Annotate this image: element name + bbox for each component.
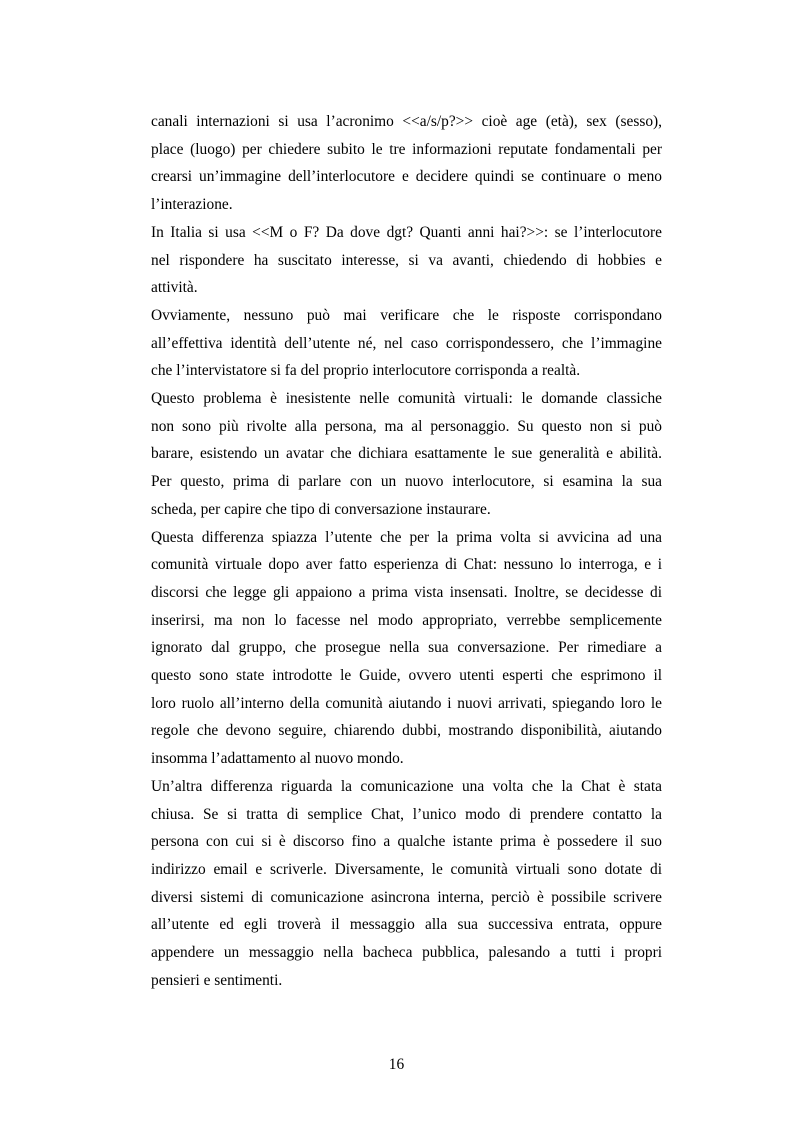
text-line: ignorato dal gruppo, che prosegue nella sua conversazione. Per rimediare a	[151, 639, 662, 657]
text-line: insomma l’adattamento al nuovo mondo.	[151, 750, 404, 768]
document-body	[151, 108, 662, 995]
text-line: nel rispondere ha suscitato interesse, si va avanti, chiedendo di hobbies e	[151, 251, 662, 269]
text-line: inserirsi, ma non lo facesse nel modo appropriato, verrebbe semplicemente	[151, 611, 662, 629]
text-line: appendere un messaggio nella bacheca pubblica, palesando a tutti i propri	[151, 944, 662, 962]
text-line: l’interazione.	[151, 196, 233, 214]
text-line: Un’altra differenza riguarda la comunicazione una volta che la Chat è stata	[151, 777, 662, 795]
text-line: non sono più rivolte alla persona, ma al personaggio. Su questo non si può	[151, 417, 662, 435]
text-line: place (luogo) per chiedere subito le tre informazioni reputate fondamentali per	[151, 140, 662, 158]
page-number: 16	[388, 1056, 405, 1073]
paragraph	[151, 302, 662, 385]
text-line: all’effettiva identità dell’utente né, nel caso corrispondessero, che l’immagine	[151, 334, 662, 352]
text-line: discorsi che legge gli appaiono a prima vista insensati. Inoltre, se decidesse di	[151, 583, 662, 601]
text-line: Questa differenza spiazza l’utente che per la prima volta si avvicina ad una	[151, 528, 662, 546]
paragraph	[151, 219, 662, 302]
text-line: crearsi un’immagine dell’interlocutore e decidere quindi se continuare o meno	[151, 168, 662, 186]
text-line: scheda, per capire che tipo di conversazione instaurare.	[151, 500, 491, 518]
text-line: all’utente ed egli troverà il messaggio alla sua successiva entrata, oppure	[151, 916, 662, 934]
text-line: comunità virtuale dopo aver fatto esperienza di Chat: nessuno lo interroga, e i	[151, 556, 662, 574]
text-line: pensieri e sentimenti.	[151, 971, 283, 989]
text-line: loro ruolo all’interno della comunità aiutando i nuovi arrivati, spiegando loro le	[151, 694, 662, 712]
text-line: In Italia si usa <<M o F? Da dove dgt? Quanti anni hai?>>: se l’interlocutore	[151, 223, 662, 241]
paragraph	[151, 524, 662, 773]
text-line: che l’intervistatore si fa del proprio interlocutore corrisponda a realtà.	[151, 362, 581, 380]
text-line: canali internazioni si usa l’acronimo <<a/s/p?>> cioè age (età), sex (sesso),	[151, 113, 662, 130]
paragraph	[151, 773, 662, 995]
text-line: Per questo, prima di parlare con un nuovo interlocutore, si esamina la sua	[151, 473, 662, 491]
paragraph	[151, 108, 662, 219]
text-line: Questo problema è inesistente nelle comunità virtuali: le domande classiche	[151, 390, 662, 408]
text-line: diversi sistemi di comunicazione asincrona interna, perciò è possibile scrivere	[151, 888, 662, 906]
text-line: Ovviamente, nessuno può mai verificare che le risposte corrispondano	[151, 306, 662, 324]
text-line: barare, esistendo un avatar che dichiara esattamente le sue generalità e abilità.	[151, 445, 662, 463]
text-line: indirizzo email e scriverle. Diversamente, le comunità virtuali sono dotate di	[151, 860, 662, 878]
text-line: regole che devono seguire, chiarendo dubbi, mostrando disponibilità, aiutando	[151, 722, 662, 740]
text-line: chiusa. Se si tratta di semplice Chat, l’unico modo di prendere contatto la	[151, 805, 662, 823]
paragraph	[151, 385, 662, 524]
text-line: persona con cui si è discorso fino a qualche istante prima è possedere il suo	[151, 833, 662, 851]
text-line: questo sono state introdotte le Guide, ovvero utenti esperti che esprimono il	[151, 667, 662, 685]
text-line: attività.	[151, 279, 198, 297]
